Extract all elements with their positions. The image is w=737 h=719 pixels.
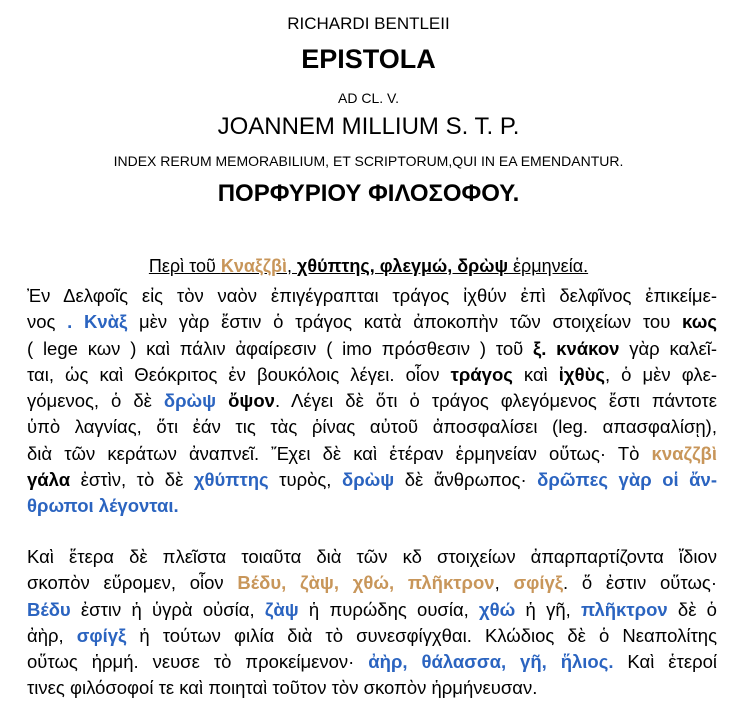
paragraph-2: [27, 544, 717, 702]
text-line: τινες φιλόσοφοί τε καὶ ποιηταὶ τοῦτον τὸν σκοπὸν ἡρμήνευσαν.: [27, 677, 538, 699]
recipient-line: JOANNEM MILLIUM S. T. P.: [217, 113, 520, 140]
section-title-post: ἑρμηνεία.: [508, 256, 589, 276]
section-title-terms: χθύπτης, φλεγμώ, δρὼψ: [297, 256, 509, 276]
text-line: ( lege κων ) καὶ πάλιν ἀφαίρεσιν ( imo πρόσθεσιν ) τοῦ ξ. κνάκον γὰρ καλεῖ-: [27, 337, 717, 359]
text-line: γάλα ἐστὶν, τὸ δὲ χθύπτης τυρὸς, δρὼψ δὲ ἄνθρωπος· δρῶπες γὰρ οἱ ἄν-: [27, 469, 717, 491]
text-line: Καὶ ἕτερα δὲ πλεῖστα τοιαῦτα διὰ τῶν κδ στοιχείων ἀπαρπαρτίζοντα ἴδιον: [27, 546, 717, 567]
section-title-sep: ,: [287, 256, 298, 276]
text-line: νος . Κνὰξ μὲν γὰρ ἔστιν ὁ τράγος κατὰ ἀποκοπὴν τῶν στοιχείων του κως: [27, 311, 717, 333]
greek-title: ΠΟΡΦΥΡΙΟΥ ΦΙΛΟΣΟΦΟΥ.: [217, 180, 520, 207]
section-title: [0, 256, 737, 277]
text-line: γόμενος, ὁ δὲ δρὼψ ὄψον. Λέγει δὲ ὅτι ὁ τράγος φλεγόμενος ἔστι πάντοτε: [27, 390, 717, 412]
text-line: Ἐν Δελφοῖς εἰς τὸν ναὸν ἐπιγέγραπται τράγος ἰχθύν ἐπὶ δελφῖνος ἐπικείμε-: [27, 285, 717, 306]
text-line: σκοπὸν εὕρομεν, οἷον Βέδυ, ζὰψ, χθώ, πλῆκτρον, σφίγξ. ὅ ἐστιν οὕτως·: [27, 572, 717, 594]
paragraph-1: [27, 283, 717, 520]
author-line: RICHARDI BENTLEII: [287, 14, 450, 33]
text-line: διὰ τῶν κεράτων ἀναπνεῖ. Ἔχει δὲ καὶ ἑτέραν ἑρμηνείαν οὕτως· Τὸ κναζζβὶ: [27, 442, 717, 464]
text-line: ἀὴρ, σφίγξ ἡ τούτων φιλία διὰ τὸ συνεσφίγχθαι. Κλώδιος δὲ ὁ Νεαπολίτης: [27, 624, 717, 646]
text-line: θρωποι λέγονται.: [27, 495, 179, 517]
section-title-pre: Περὶ τοῦ: [148, 256, 221, 276]
work-title: EPISTOLA: [301, 44, 436, 74]
section-title-term-1: Κναξζβὶ: [220, 256, 288, 276]
text-line: Βέδυ ἐστιν ἡ ὑγρὰ οὐσία, ζὰψ ἡ πυρώδης ουσία, χθώ ἡ γῆ, πλῆκτρον δὲ ὁ: [27, 598, 717, 620]
text-line: ται, ὡς καὶ Θεόκριτος ἐν βουκόλοις λέγει. οἷον τράγος καὶ ἰχθὺς, ὁ μὲν φλε-: [27, 363, 718, 385]
ad-line: AD CL. V.: [338, 90, 399, 106]
text-line: ὑπὸ λαγνίας, ὅτι ἐάν τις τὰς ῥίνας αὐτοῦ ἀποσφαλίσει (leg. απασφαλίσῃ),: [27, 416, 717, 438]
index-line: INDEX RERUM MEMORABILIUM, ET SCRIPTORUM,QUI IN EA EMENDANTUR.: [113, 153, 624, 169]
text-line: οὕτως ἡρμή. νευσε τὸ προκείμενον· ἀὴρ, θάλασσα, γῆ, ἥλιος. Καὶ ἑτεροί: [27, 651, 717, 673]
